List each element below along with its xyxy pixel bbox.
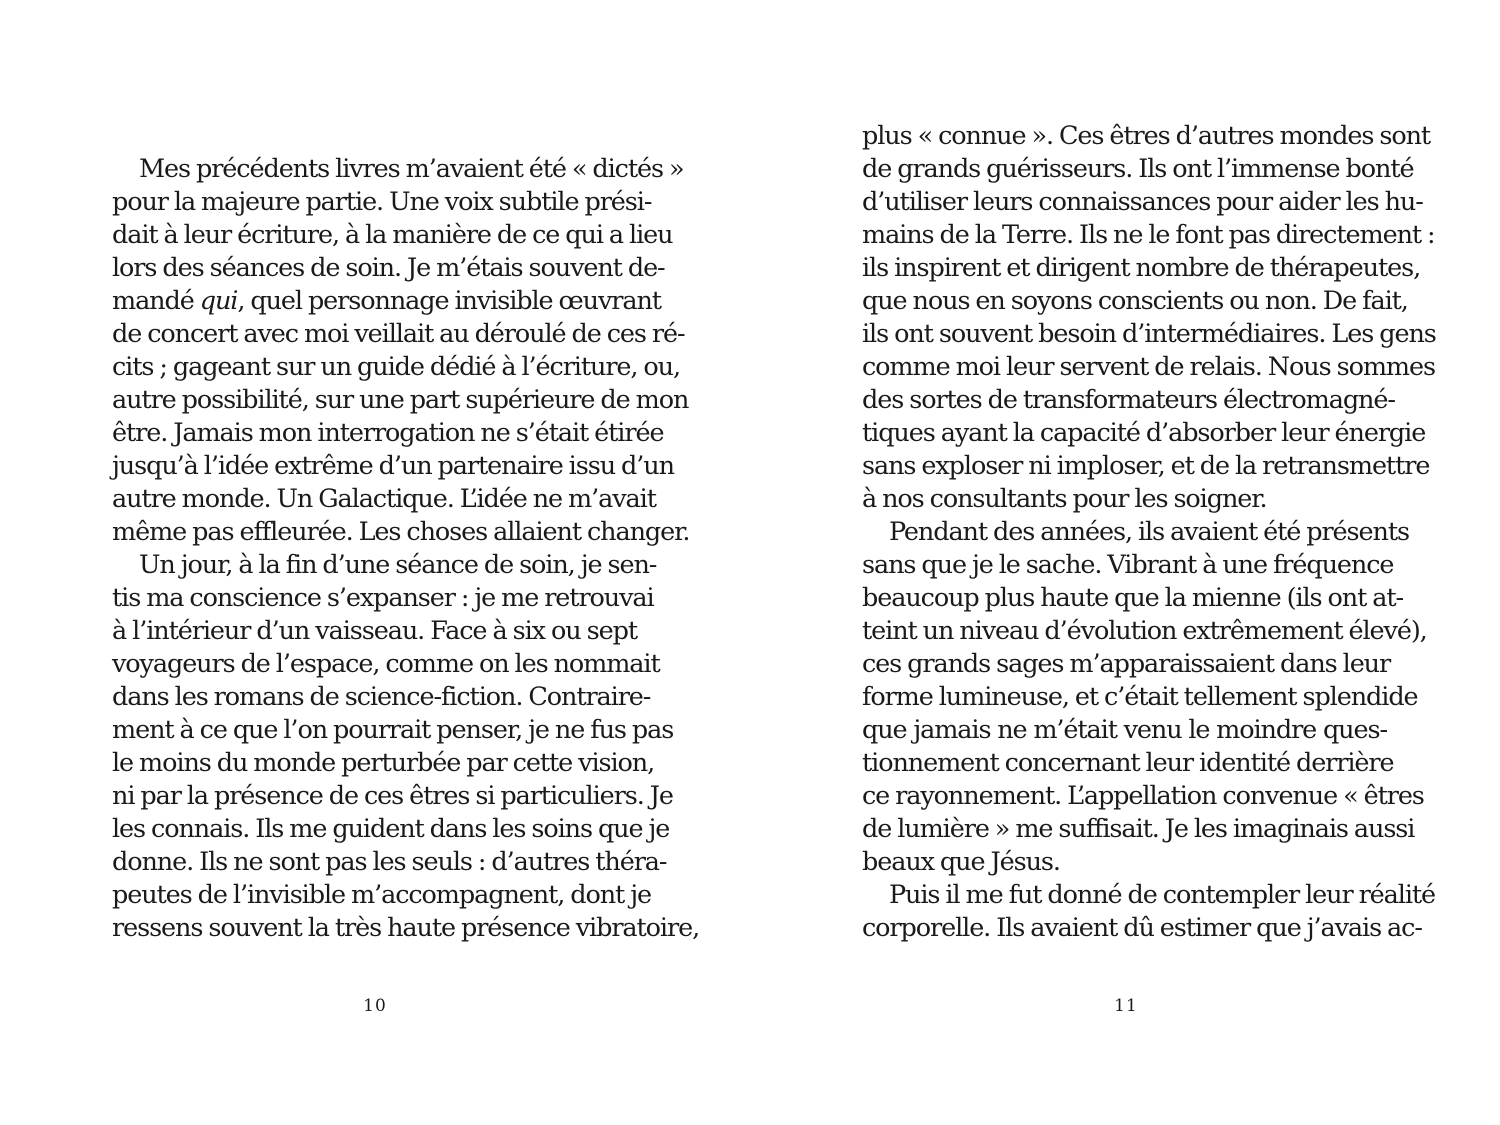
right-page (750, 0, 1500, 1125)
text-line: Puis il me fut donné de contempler leur réalité (889, 880, 1436, 910)
text-line: forme lumineuse, et c’était tellement splendide (862, 682, 1418, 712)
text-line: voyageurs de l’espace, comme on les nommait (112, 649, 660, 679)
text-line: que nous en soyons conscients ou non. De fait, (862, 286, 1408, 316)
text-line: Mes précédents livres m’avaient été « dictés » (139, 154, 684, 184)
text-line: plus « connue ». Ces êtres d’autres mondes sont (862, 121, 1431, 151)
text-line: sans exploser ni imploser, et de la retransmettre (862, 451, 1430, 481)
text-line: jusqu’à l’idée extrême d’un partenaire issu d’un (112, 451, 674, 481)
text-line: tiques ayant la capacité d’absorber leur énergie (862, 418, 1426, 448)
text-line: de lumière » me suffisait. Je les imaginais aussi (862, 814, 1415, 844)
text-line: à nos consultants pour les soigner. (862, 484, 1267, 514)
text-line: à l’intérieur d’un vaisseau. Face à six ou sept (112, 616, 637, 646)
text-line: sans que je le sache. Vibrant à une fréquence (862, 550, 1394, 580)
text-line: même pas effleurée. Les choses allaient changer. (112, 517, 690, 547)
text-fragment: , quel personnage invisible œuvrant (237, 286, 661, 316)
text-line: autre monde. Un Galactique. L’idée ne m’avait (112, 484, 656, 514)
text-fragment: mandé (112, 286, 200, 316)
text-line: des sortes de transformateurs électromagné- (862, 385, 1395, 415)
text-line: ressens souvent la très haute présence vibratoire, (112, 913, 700, 943)
text-line: teint un niveau d’évolution extrêmement élevé), (862, 616, 1427, 646)
text-line: être. Jamais mon interrogation ne s’était étirée (112, 418, 664, 448)
text-line: beaucoup plus haute que la mienne (ils ont at- (862, 583, 1404, 613)
italic-word: qui (199, 286, 238, 316)
text-line: ce rayonnement. L’appellation convenue « êtres (862, 781, 1424, 811)
text-line: mains de la Terre. Ils ne le font pas directement : (862, 220, 1435, 250)
text-line: d’utiliser leurs connaissances pour aider les hu- (862, 187, 1423, 217)
text-line: autre possibilité, sur une part supérieure de mon (112, 385, 689, 415)
text-line: de grands guérisseurs. Ils ont l’immense bonté (862, 154, 1414, 184)
text-line: ni par la présence de ces êtres si particuliers. Je (112, 781, 673, 811)
text-line: pour la majeure partie. Une voix subtile prési- (112, 187, 652, 217)
text-line: Un jour, à la fin d’une séance de soin, je sen- (139, 550, 657, 580)
text-line: tionnement concernant leur identité derrière (862, 748, 1394, 778)
text-line: que jamais ne m’était venu le moindre ques- (862, 715, 1387, 745)
text-line: Pendant des années, ils avaient été présents (889, 517, 1409, 547)
text-line: tis ma conscience s’expanser : je me retrouvai (112, 583, 654, 613)
text-line: donne. Ils ne sont pas les seuls : d’autres théra- (112, 847, 667, 877)
text-line: de concert avec moi veillait au déroulé de ces ré- (112, 319, 685, 349)
text-line: dait à leur écriture, à la manière de ce qui a lieu (112, 220, 673, 250)
text-line: le moins du monde perturbée par cette vision, (112, 748, 655, 778)
text-line: dans les romans de science-fiction. Contraire- (112, 682, 651, 712)
right-page-text (862, 120, 1436, 945)
text-line: ces grands sages m’apparaissaient dans leur (862, 649, 1391, 679)
left-page-text (112, 153, 700, 945)
text-line: comme moi leur servent de relais. Nous sommes (862, 352, 1435, 382)
page-number: 10 (363, 996, 387, 1016)
text-line: beaux que Jésus. (862, 847, 1060, 877)
text-line: ils inspirent et dirigent nombre de thérapeutes, (862, 253, 1421, 283)
page-number: 11 (1114, 996, 1138, 1016)
text-line: les connais. Ils me guident dans les soins que je (112, 814, 670, 844)
text-line: ils ont souvent besoin d’intermédiaires. Les gens (862, 319, 1436, 349)
text-line (112, 285, 661, 318)
text-line: corporelle. Ils avaient dû estimer que j’avais ac- (862, 913, 1422, 943)
text-line: cits ; gageant sur un guide dédié à l’écriture, ou, (112, 352, 680, 382)
text-line: lors des séances de soin. Je m’étais souvent de- (112, 253, 665, 283)
text-line: peutes de l’invisible m’accompagnent, dont je (112, 880, 651, 910)
text-line: ment à ce que l’on pourrait penser, je ne fus pas (112, 715, 674, 745)
